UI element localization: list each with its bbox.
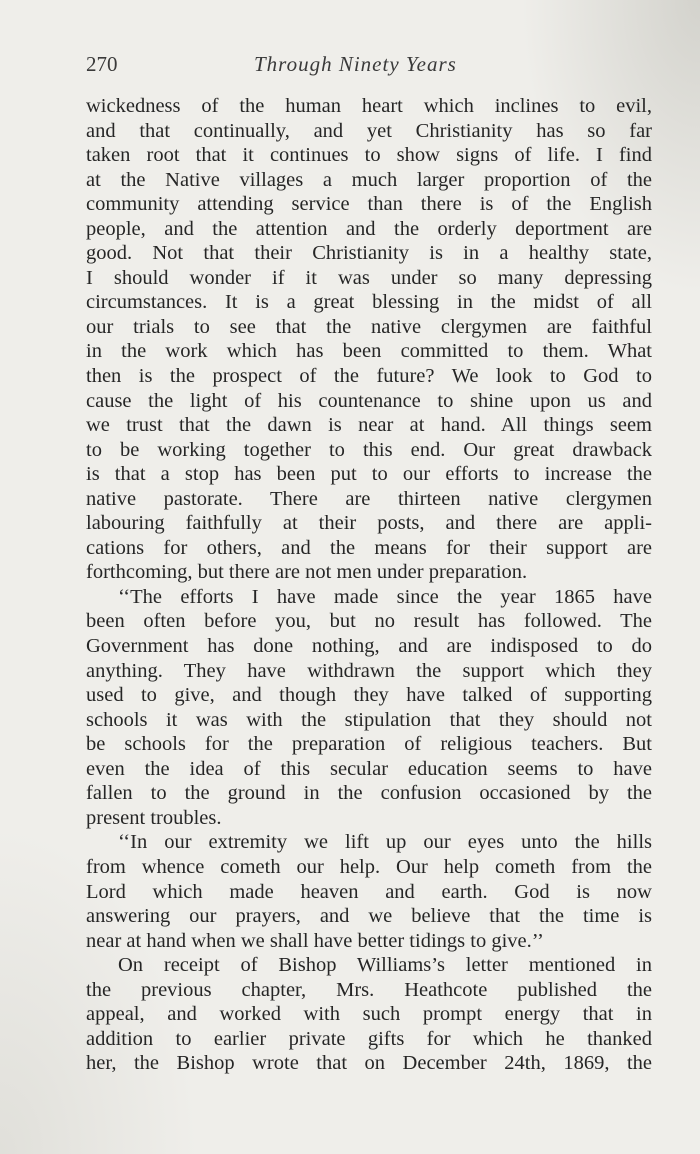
text-line: On receipt of Bishop Williams’s letter mentioned in (118, 954, 652, 977)
text-line: at the Native villages a much larger proportion of the (86, 168, 652, 191)
text-line: been often before you, but no result has followed. The (86, 610, 652, 633)
text-line: the previous chapter, Mrs. Heathcote published the (86, 978, 652, 1001)
text-line: wickedness of the human heart which inclines to evil, (86, 95, 652, 117)
text-line: schools it was with the stipulation that they should not (86, 708, 652, 731)
text-line: answering our prayers, and we believe that the time is (86, 905, 652, 928)
text-line: ‘‘In our extremity we lift up our eyes unto the hills (118, 831, 652, 854)
text-line: good. Not that their Christianity is in a healthy state, (86, 242, 652, 265)
body-text (86, 94, 652, 1076)
text-line: Government has done nothing, and are indisposed to do (86, 635, 652, 658)
text-line: I should wonder if it was under so many depressing (86, 266, 652, 289)
text-line: addition to earlier private gifts for which he thanked (86, 1027, 652, 1050)
text-line: our trials to see that the native clergymen are faithful (86, 315, 652, 338)
text-line: even the idea of this secular education seems to have (86, 757, 652, 780)
running-title: Through Ninety Years (254, 52, 457, 76)
text-line: Lord which made heaven and earth. God is now (86, 880, 652, 903)
text-line: then is the prospect of the future? We look to God to (86, 365, 652, 388)
text-line: is that a stop has been put to our efforts to increase the (86, 463, 652, 486)
text-line: fallen to the ground in the confusion occasioned by the (86, 782, 652, 805)
page-number: 270 (86, 52, 118, 76)
page-header (86, 52, 652, 82)
text-line: circumstances. It is a great blessing in the midst of all (86, 291, 652, 314)
text-line: be schools for the preparation of religious teachers. But (86, 733, 652, 756)
text-line: ‘‘The efforts I have made since the year 1865 have (118, 585, 652, 608)
text-line: her, the Bishop wrote that on December 24th, 1869, the (86, 1052, 652, 1075)
text-line: forthcoming, but there are not men under preparation. (86, 561, 528, 584)
text-line: we trust that the dawn is near at hand. All things seem (86, 414, 652, 437)
text-line: native pastorate. There are thirteen native clergymen (86, 487, 652, 510)
text-line: used to give, and though they have talked of supporting (86, 684, 652, 707)
text-line: present troubles. (86, 806, 222, 829)
text-line: taken root that it continues to show signs of life. I find (86, 144, 652, 167)
text-line: in the work which has been committed to them. What (86, 340, 652, 363)
text-line: cause the light of his countenance to shine upon us and (86, 389, 652, 412)
text-line: near at hand when we shall have better tidings to give.’’ (86, 929, 544, 952)
text-line: community attending service than there is of the English (86, 193, 652, 216)
text-line: from whence cometh our help. Our help cometh from the (86, 855, 652, 878)
text-line: labouring faithfully at their posts, and there are appli- (86, 512, 652, 535)
text-line: cations for others, and the means for their support are (86, 536, 652, 559)
text-line: appeal, and worked with such prompt energy that in (86, 1003, 652, 1026)
text-line: people, and the attention and the orderly deportment are (86, 217, 652, 240)
text-line: anything. They have withdrawn the support which they (86, 659, 652, 682)
text-line: to be working together to this end. Our great drawback (86, 438, 652, 461)
text-line: and that continually, and yet Christianity has so far (86, 119, 652, 142)
